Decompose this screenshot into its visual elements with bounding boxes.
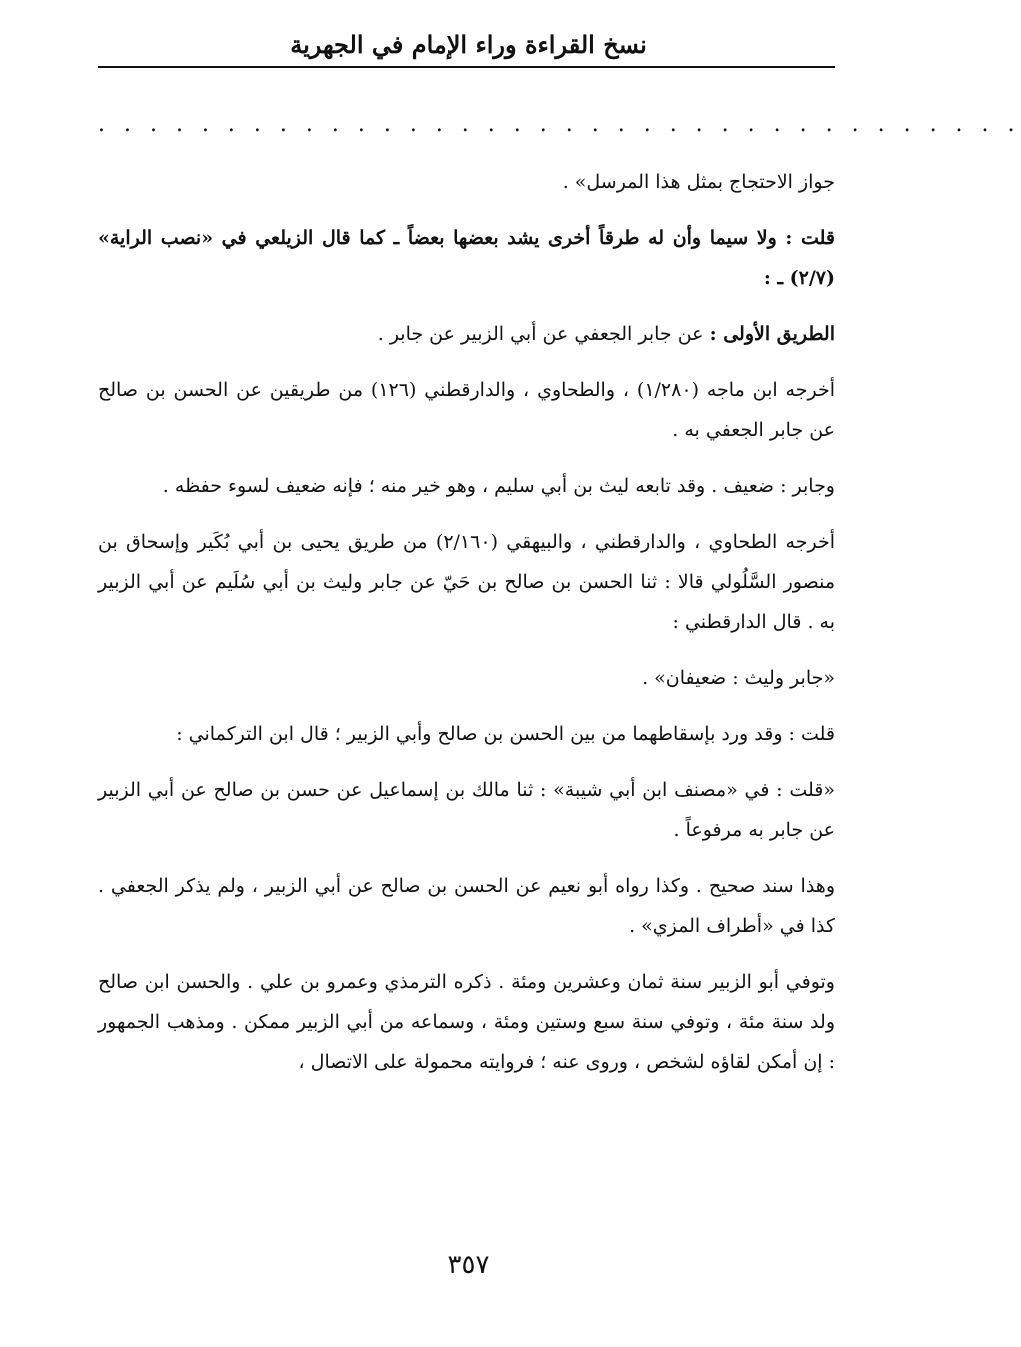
- page-body: [98, 162, 835, 1098]
- first-path-text: عن جابر الجعفي عن أبي الزبير عن جابر .: [377, 323, 710, 345]
- paragraph-2: قلت : ولا سيما وأن له طرقاً أخرى يشد بعضها بعضاً ـ كما قال الزيلعي في «نصب الراية» (٢/٧) ـ :: [98, 227, 835, 289]
- paragraph-first-path: [98, 314, 835, 354]
- first-path-label: الطريق الأولى :: [709, 323, 835, 345]
- paragraph-1: جواز الاحتجاج بمثل هذا المرسل» .: [562, 171, 835, 193]
- paragraph-9: «قلت : في «مصنف ابن أبي شيبة» : ثنا مالك بن إسماعيل عن حسن بن صالح عن أبي الزبير عن جابر به مرفوعاً .: [98, 779, 835, 841]
- header-divider: [98, 66, 835, 68]
- page-number: ٣٥٧: [447, 1250, 490, 1280]
- paragraph-10: وهذا سند صحيح . وكذا رواه أبو نعيم عن الحسن بن صالح عن أبي الزبير ، ولم يذكر الجعفي . كذا في «أطراف المزي» .: [98, 875, 835, 937]
- dotted-separator: . . . . . . . . . . . . . . . . . . . . . . . . . . . . . . . . . . . .: [98, 112, 1021, 137]
- paragraph-4: أخرجه ابن ماجه (١/٢٨٠) ، والطحاوي ، والدارقطني (١٢٦) من طريقين عن الحسن بن صالح عن جابر الجعفي به .: [98, 379, 835, 441]
- running-header-title: نسخ القراءة وراء الإمام في الجهرية: [290, 30, 647, 59]
- paragraph-6: أخرجه الطحاوي ، والدارقطني ، والبيهقي (٢/١٦٠) من طريق يحيى بن أبي بُكَير وإسحاق بن منصور السَّلُولي قالا : ثنا الحسن بن صالح بن حَيّ عن جابر وليث بن أبي سُلَيم عن أبي الزبير به . قال الدارقطني :: [98, 531, 836, 633]
- paragraph-11: وتوفي أبو الزبير سنة ثمان وعشرين ومئة . ذكره الترمذي وعمرو بن علي . والحسن ابن صالح ولد سنة مئة ، وتوفي سنة سبع وستين ومئة ، وسماعه من أبي الزبير ممكن . ومذهب الجمهور : إن أمكن لقاؤه لشخص ، وروى عنه ؛ فروايته محمولة على الاتصال ،: [98, 971, 835, 1073]
- paragraph-8: قلت : وقد ورد بإسقاطهما من بين الحسن بن صالح وأبي الزبير ؛ قال ابن التركماني :: [176, 723, 835, 745]
- paragraph-7: «جابر وليث : ضعيفان» .: [642, 667, 835, 689]
- paragraph-5: وجابر : ضعيف . وقد تابعه ليث بن أبي سليم ، وهو خير منه ؛ فإنه ضعيف لسوء حفظه .: [162, 475, 835, 497]
